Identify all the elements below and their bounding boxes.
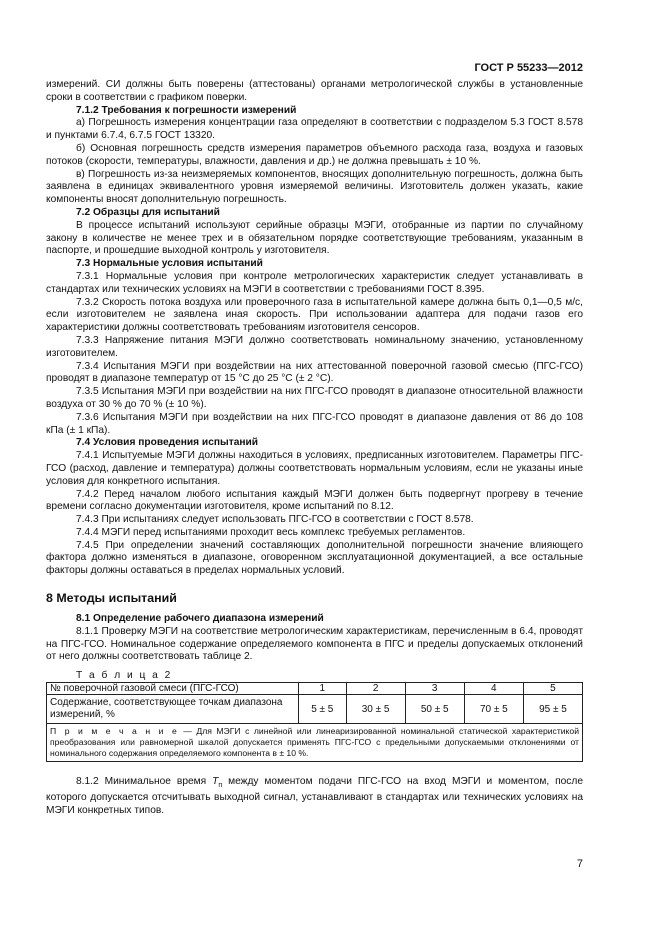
paragraph-7-3-6: 7.3.6 Испытания МЭГИ при воздействии на них ПГС-ГСО проводят в диапазоне давления от 86 до 108 кПа (± 1 кПа). xyxy=(46,411,583,436)
paragraph-7-1-2-a: а) Погрешность измерения концентрации газа определяют в соответствии с подразделом 5.3 ГОСТ 8.578 и пунктами 6.7.4, 6.7.5 ГОСТ 13320. xyxy=(46,117,583,142)
table-note-label: П р и м е ч а н и е xyxy=(50,726,179,737)
paragraph-7-2: В процессе испытаний используют серийные образцы МЭГИ, отобранные из партии по случайному закону в количестве не менее трех и в обязательном порядке соответствующие требованиям, указанным в паспорте, и прошедшие выходной контроль у изготовителя. xyxy=(46,219,583,257)
table-row xyxy=(47,724,583,761)
table-cell-number: 2 xyxy=(346,683,405,695)
paragraph-8-1-2 xyxy=(46,776,583,818)
paragraph-8-1-2-end: между моментом подачи ПГС-ГСО на вход МЭГИ и моментом, после которого допускается отсчитывать выходной сигнал, устанавливают в стандартах или технических условиях на МЭГИ конкретных типов. xyxy=(46,775,583,817)
symbol-subscript: п xyxy=(218,781,223,789)
table-header-label: № поверочной газовой смеси (ПГС-ГСО) xyxy=(47,683,299,695)
paragraph-8-1-1: 8.1.1 Проверку МЭГИ на соответствие метрологическим характеристикам, перечисленным в 6.4, проводят на ПГС-ГСО. Номинальное содержание определяемого компонента в ПГС и пределы допускаемых отклонений от него должны соответствовать таблице 2. xyxy=(46,625,583,663)
page-content xyxy=(46,79,583,818)
paragraph-7-4-3: 7.4.3 При испытаниях следует использовать ПГС-ГСО в соответствии с ГОСТ 8.578. xyxy=(76,514,474,526)
table-cell-value: 50 ± 5 xyxy=(405,695,464,724)
paragraph-7-3-1: 7.3.1 Нормальные условия при контроле метрологических характеристик следует устанавливать в стандартах или технических условиях на МЭГИ в соответствии с требованиями ГОСТ 8.395. xyxy=(46,270,583,295)
page-number: 7 xyxy=(576,858,583,870)
paragraph-7-4-1: 7.4.1 Испытуемые МЭГИ должны находиться в условиях, предписанных изготовителем. Параметры ПГС-ГСО (расход, давление и температура) должны соответствовать нормальным условиям, если не указаны иные условия для конкретного испытания. xyxy=(46,450,583,487)
table-caption: Т а б л и ц а 2 xyxy=(76,670,173,682)
table-cell-number: 5 xyxy=(523,683,582,695)
paragraph-7-3-3: 7.3.3 Напряжение питания МЭГИ должно соответствовать номинальному значению, установленному изготовителем. xyxy=(46,334,583,359)
table-row xyxy=(47,695,583,724)
paragraph-7-4-4: 7.4.4 МЭГИ перед испытаниями проходит весь комплекс требуемых регламентов. xyxy=(76,526,466,538)
table-2 xyxy=(46,682,583,761)
paragraph-7-1-2-b: б) Основная погрешность средств измерения параметров объемного расхода газа, воздуха и газовых потоков (скорости, температуры, влажности, давления и др.) не должна превышать ± 10 %. xyxy=(46,142,583,167)
table-row xyxy=(47,683,583,695)
paragraph-7-1-2-c: в) Погрешность из-за неизмеряемых компонентов, вносящих дополнительную погрешность, должна быть заявлена в единицах эквивалентного уровня измеряемой величины. Изготовитель должен указать, какие компоненты вносят дополнительную погрешность. xyxy=(46,168,583,206)
heading-7-1-2: 7.1.2 Требования к погрешности измерений xyxy=(76,104,297,116)
heading-7-3: 7.3 Нормальные условия испытаний xyxy=(76,258,263,270)
table-cell-value: 30 ± 5 xyxy=(346,695,405,724)
table-cell-number: 3 xyxy=(405,683,464,695)
paragraph-7-3-5: 7.3.5 Испытания МЭГИ при воздействии на них ПГС-ГСО проводят в диапазоне относительной влажности воздуха от 30 % до 70 % (± 10 %). xyxy=(46,386,583,410)
table-cell-value: 70 ± 5 xyxy=(464,695,523,724)
paragraph-7-4-2: 7.4.2 Перед началом любого испытания каждый МЭГИ должен быть подвергнут прогреву в течение времени согласно документации изготовителя, кроме испытаний по 8.12. xyxy=(46,488,583,513)
paragraph-8-1-2-start: 8.1.2 Минимальное время xyxy=(76,775,213,787)
table-cell-value: 95 ± 5 xyxy=(523,695,582,724)
table-row-label: Содержание, соответствующее точкам диапазона измерений, % xyxy=(47,695,299,724)
paragraph-continued: измерений. СИ должны быть поверены (аттестованы) органами метрологической службы в установленные сроки в соответствии с графиком поверки. xyxy=(46,79,583,103)
table-cell-value: 5 ± 5 xyxy=(299,695,347,724)
heading-8-1: 8.1 Определение рабочего диапазона измерений xyxy=(76,613,324,625)
paragraph-7-3-2: 7.3.2 Скорость потока воздуха или проверочного газа в испытательной камере должна быть 0,1—0,5 м/с, если изготовителем не заявлена иная скорость. При использовании адаптера для подачи газов его характеристики должны соответствовать требованиям изготовителя сенсоров. xyxy=(46,296,583,334)
table-note xyxy=(47,724,583,761)
table-note-text: — Для МЭГИ с линейной или линеаризированной номинальной статической характеристикой преобразования или равномерной шкалой допускается применять ПГС-ГСО с предельными допускаемыми отклонениями от номинального содержания определяемого компонента в ± 10 %. xyxy=(50,726,579,758)
table-cell-number: 1 xyxy=(299,683,347,695)
symbol-t: T xyxy=(212,775,219,787)
document-header: ГОСТ Р 55233—2012 xyxy=(474,62,583,74)
table-cell-number: 4 xyxy=(464,683,523,695)
heading-7-4: 7.4 Условия проведения испытаний xyxy=(76,437,259,449)
paragraph-7-4-5: 7.4.5 При определении значений составляющих дополнительной погрешности значение влияющего фактора должно изменяться в диапазоне, оговоренном эксплуатационной документацией, а все остальные факторы должны оставаться в пределах нормальных условий. xyxy=(46,539,583,577)
paragraph-7-3-4: 7.3.4 Испытания МЭГИ при воздействии на них аттестованной поверочной газовой смесью (ПГС-ГСО) проводят в диапазоне температур от 15 °С до 25 °С (± 2 °С). xyxy=(46,360,583,385)
section-title-8: 8 Методы испытаний xyxy=(46,591,177,606)
heading-7-2: 7.2 Образцы для испытаний xyxy=(76,206,220,218)
